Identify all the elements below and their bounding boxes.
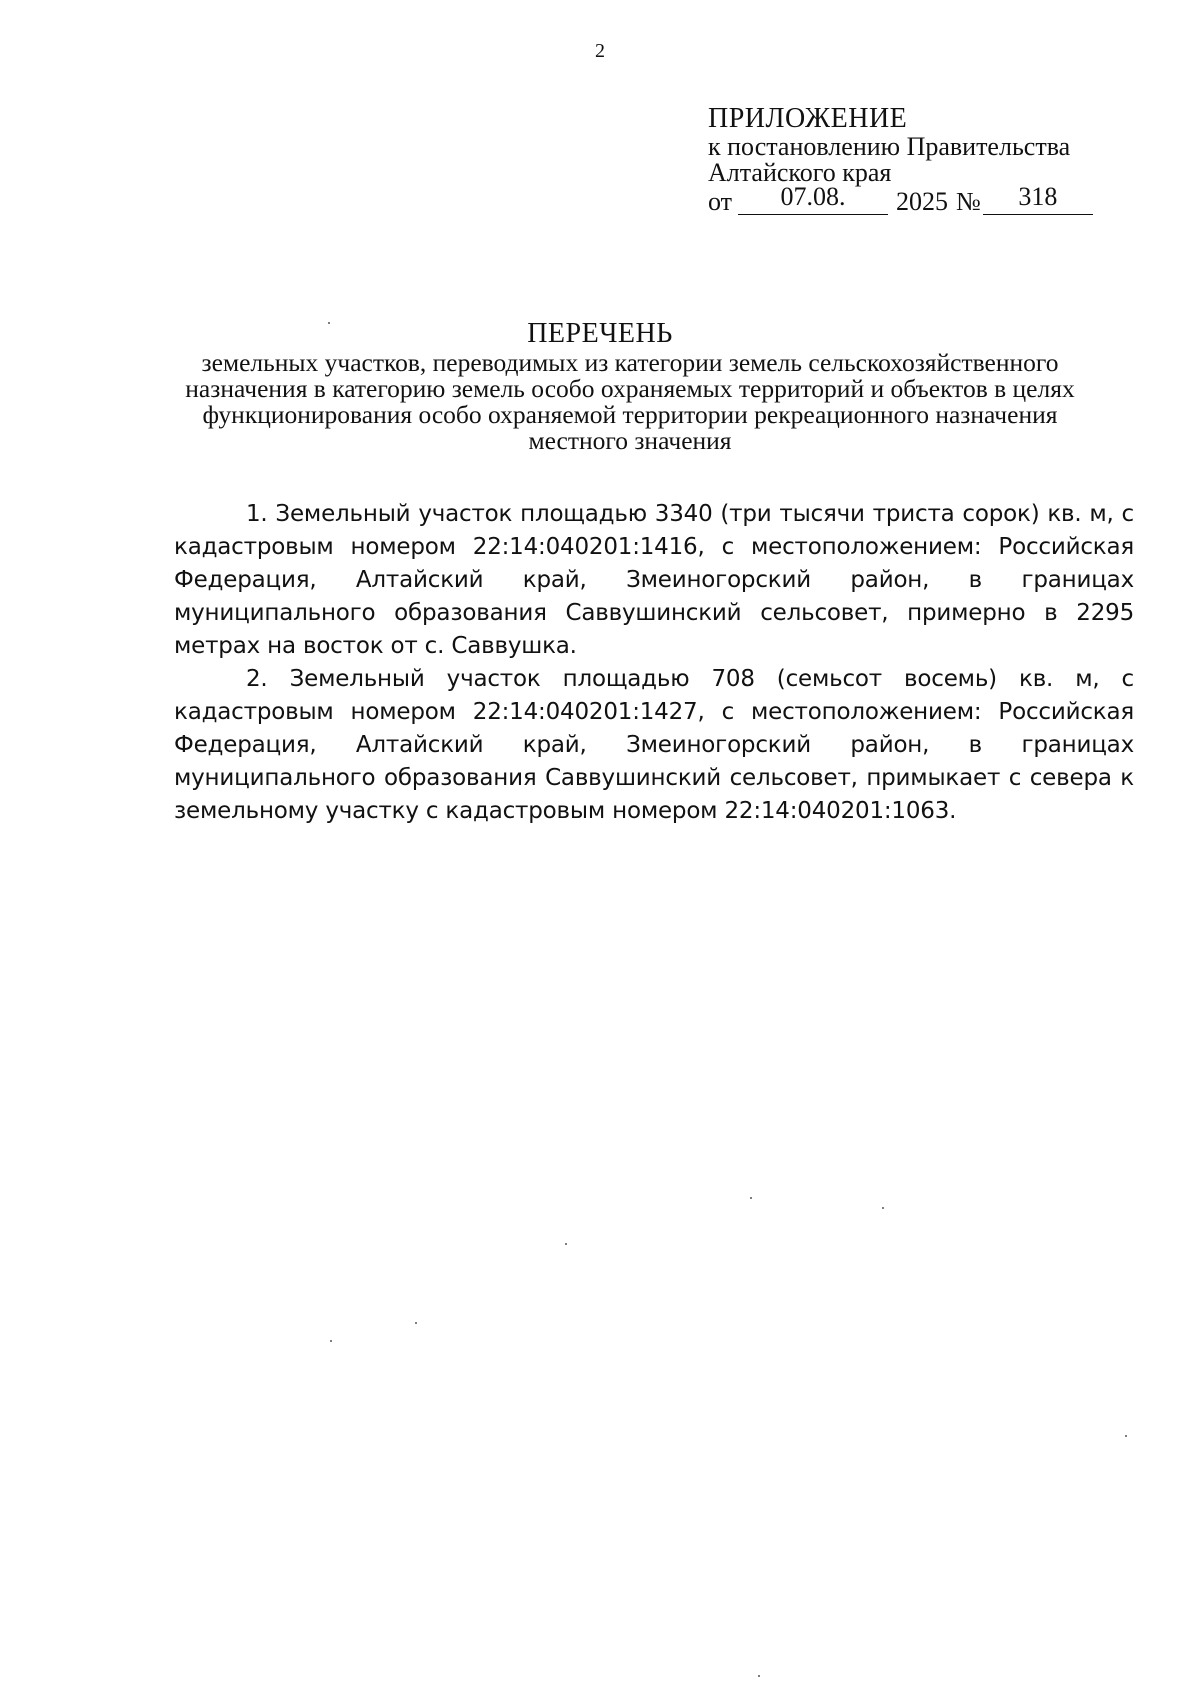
number-sign: № [956,187,981,216]
list-item: 1. Земельный участок площадью 3340 (три тысячи триста сорок) кв. м, с кадастровым номером 22:14:040201:1416, с местоположением: Российская Федерация, Алтайский край, Змеиногорский район, в границах муниципального образования Саввушинский сельсовет, примерно в 2295 метрах на восток от с. Саввушка. [174,501,1134,659]
scan-speck [328,322,330,324]
list-body [174,498,1134,828]
scan-speck [882,1207,884,1209]
date-value: 07.08. [738,186,888,215]
date-prefix: от [708,187,733,216]
scan-speck [1125,1435,1127,1437]
year-value: 2025 [896,187,949,216]
list-item: 2. Земельный участок площадью 708 (семьсот восемь) кв. м, с кадастровым номером 22:14:040201:1427, с местоположением: Российская Федерация, Алтайский край, Змеиногорский район, в границах муниципального образования Саввушинский сельсовет, примыкает с севера к земельному участку с кадастровым номером 22:14:040201:1063. [174,666,1134,824]
scan-speck [330,1340,332,1342]
scan-speck [565,1243,567,1245]
scan-speck [415,1322,417,1324]
appendix-header [708,104,1148,220]
scan-speck [750,1197,752,1199]
page-number: 2 [595,40,605,62]
appendix-date-line [708,182,1148,220]
number-value: 318 [983,186,1093,215]
list-title: ПЕРЕЧЕНЬ [527,318,673,349]
appendix-line-2: Алтайского края [708,158,892,187]
appendix-title: ПРИЛОЖЕНИЕ [708,103,908,134]
scan-speck [758,1675,760,1677]
list-subtitle: земельных участков, переводимых из категории земель сельскохозяйственного назначения в категорию земель особо охраняемых территорий и объектов в целях функционирования особо охраняемой территории рекреационного назначения местного значения [185,348,1075,455]
appendix-line-1: к постановлению Правительства [708,132,1071,161]
